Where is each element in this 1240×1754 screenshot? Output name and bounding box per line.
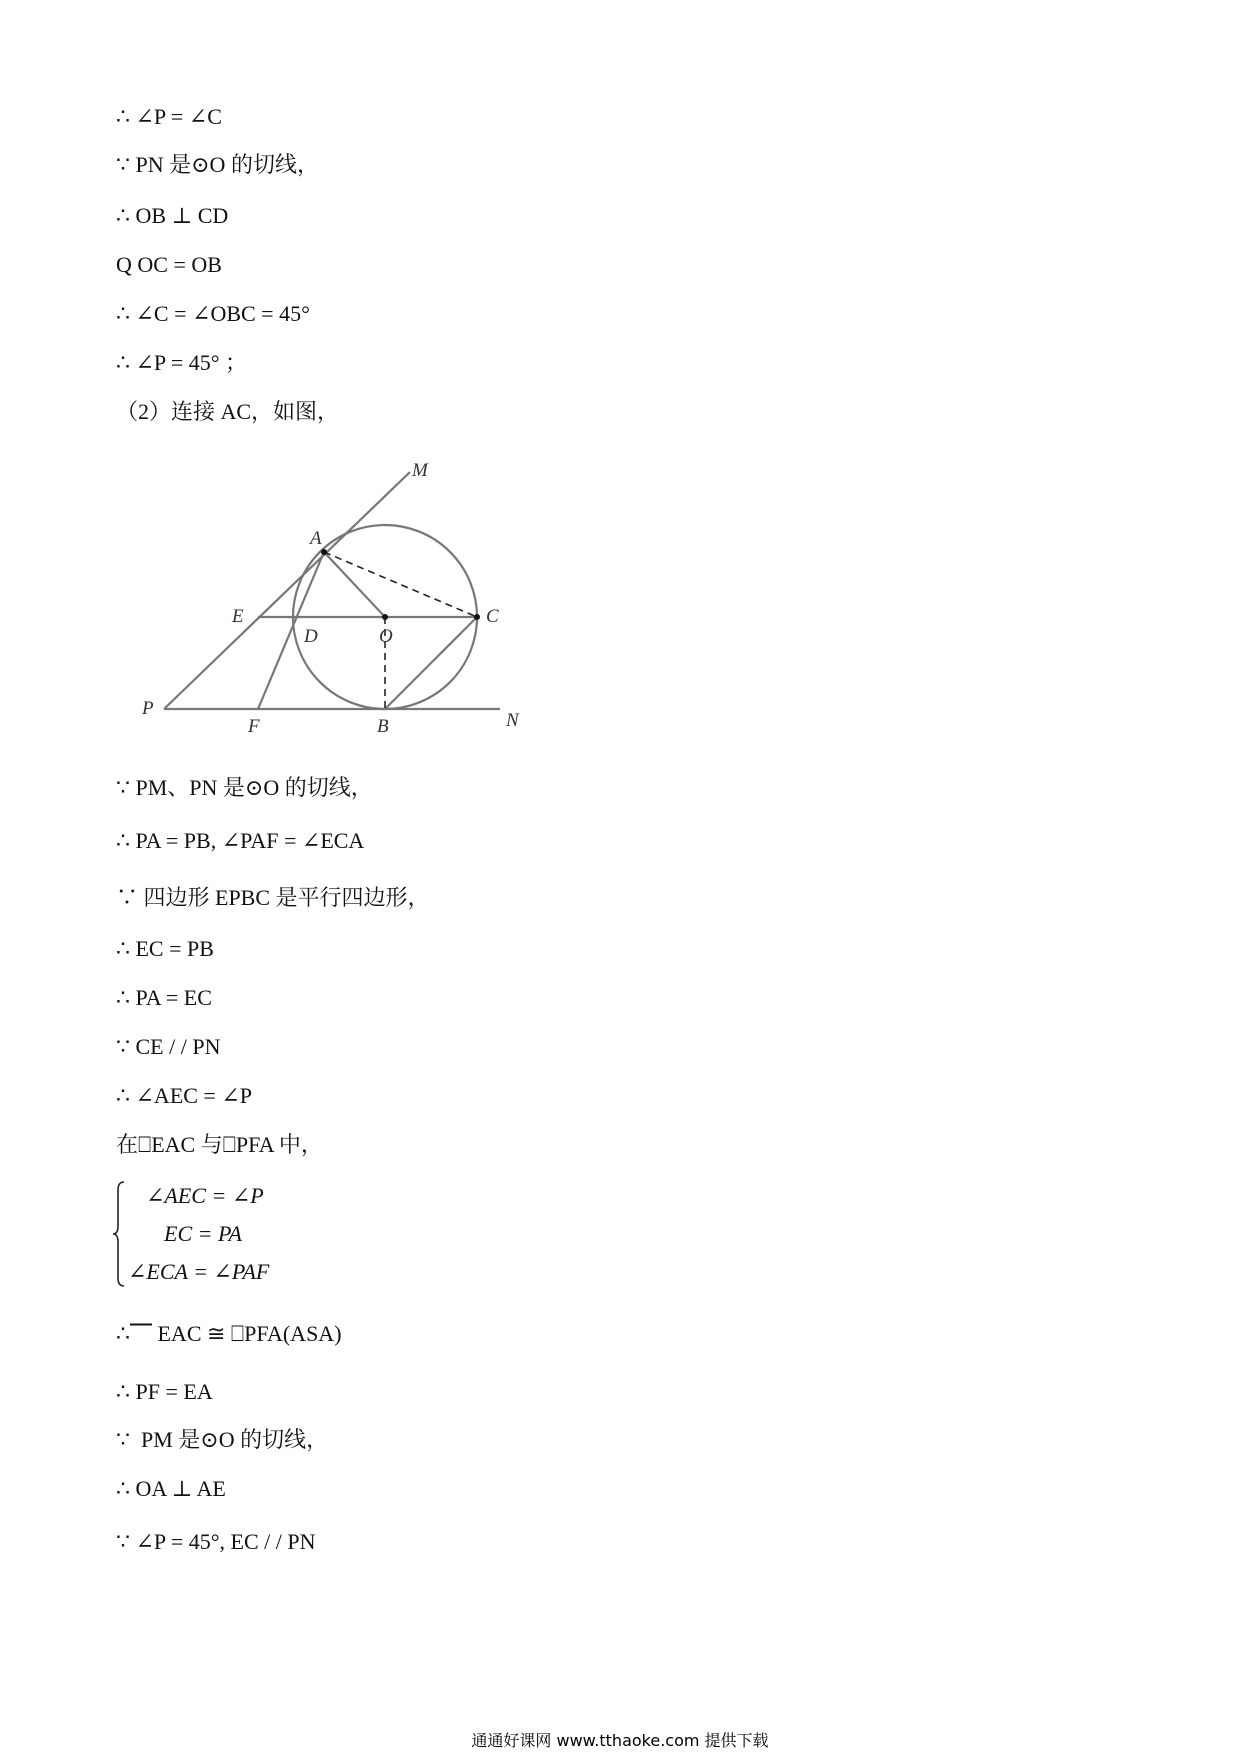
line-14: ∴ ∠AEC = ∠P — [116, 1083, 253, 1108]
label-n: N — [506, 710, 519, 731]
line-3: ∴ OB ⊥ CD — [116, 203, 229, 228]
line-2: ∵ PN 是⊙O 的切线， — [116, 152, 319, 177]
dashed-ac — [324, 552, 477, 617]
label-e: E — [232, 606, 244, 627]
line-8: ∵ PM、PN 是⊙O 的切线， — [116, 775, 373, 800]
label-a: A — [310, 528, 322, 549]
geometry-diagram — [120, 452, 540, 752]
system-eq-1: ∠AEC = ∠P — [146, 1183, 264, 1208]
line-16: ∴⎺ EAC ≅ ⎕PFA(ASA) — [116, 1321, 342, 1346]
line-6: ∴ ∠P = 45° ； — [116, 350, 248, 375]
line-17: ∴ PF = EA — [116, 1379, 213, 1404]
line-12: ∴ PA = EC — [116, 985, 212, 1010]
system-eq-2: EC = PA — [164, 1221, 242, 1246]
line-pm — [164, 472, 410, 709]
line-cb — [385, 617, 477, 709]
line-11: ∴ EC = PB — [116, 936, 214, 961]
system-brace — [112, 1180, 126, 1288]
label-p: P — [142, 698, 154, 719]
label-b: B — [377, 716, 389, 737]
line-10: ∵ 四边形 EPBC 是平行四边形， — [116, 885, 430, 910]
point-o — [382, 614, 388, 620]
system-eq-3: ∠ECA = ∠PAF — [128, 1259, 270, 1284]
point-a — [321, 549, 327, 555]
line-ao — [324, 552, 385, 617]
line-7: （2）连接 AC，如图， — [116, 399, 340, 424]
page-footer: 通通好课网 www.tthaoke.com 提供下载 — [471, 1731, 769, 1750]
line-9: ∴ PA = PB, ∠PAF = ∠ECA — [116, 828, 365, 853]
line-1: ∴ ∠P = ∠C — [116, 104, 222, 129]
line-18: ∵ PM 是⊙O 的切线， — [116, 1427, 329, 1452]
label-f: F — [248, 716, 260, 737]
line-5: ∴ ∠C = ∠OBC = 45° — [116, 301, 310, 326]
line-13: ∵ CE / / PN — [116, 1034, 221, 1059]
point-c — [474, 614, 480, 620]
line-15: 在⎕EAC 与⎕PFA 中， — [116, 1132, 323, 1157]
label-o: O — [379, 626, 393, 647]
line-4: Q OC = OB — [116, 252, 222, 277]
label-m: M — [412, 460, 428, 481]
label-d: D — [304, 626, 318, 647]
line-19: ∴ OA ⊥ AE — [116, 1476, 226, 1501]
label-c: C — [486, 606, 499, 627]
line-20: ∵ ∠P = 45°, EC / / PN — [116, 1529, 316, 1554]
